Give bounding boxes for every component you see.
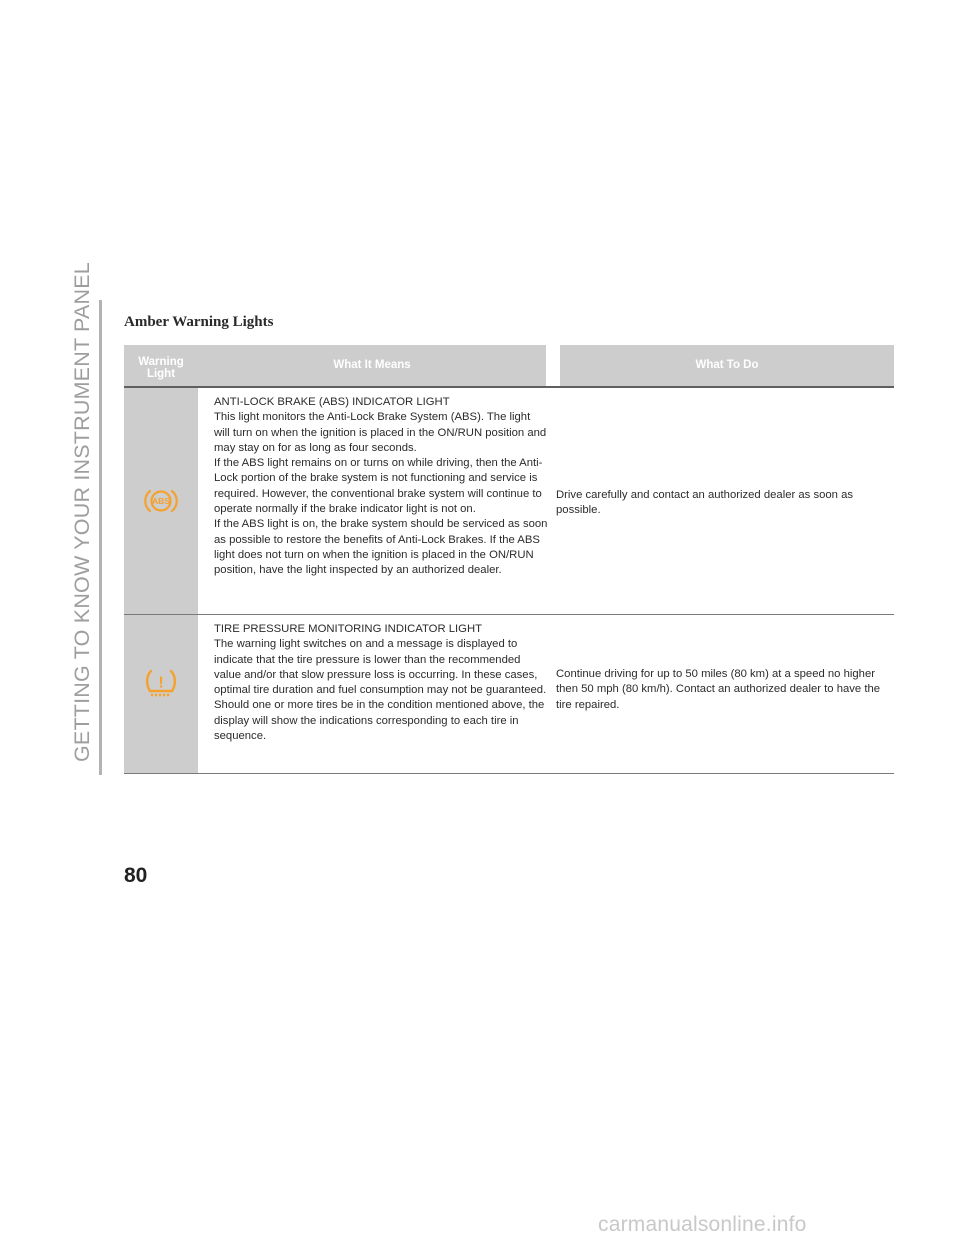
means-paragraph: If the ABS light remains on or turns on while driving, then the Anti-Lock portion of the brake system is not functioning and service is required. However, the conventional brake system will continue to operate normally if the brake indicator light is not on. (214, 457, 543, 516)
table-row (124, 615, 894, 774)
abs-warning-icon (144, 488, 178, 514)
header-what-to-do: What To Do (546, 345, 894, 386)
what-it-means-cell (214, 395, 549, 579)
means-heading: TIRE PRESSURE MONITORING INDICATOR LIGHT (214, 623, 483, 635)
warning-lights-table (124, 345, 894, 774)
header-warning-light: Warning Light (124, 345, 198, 386)
header-what-it-means: What It Means (198, 345, 546, 386)
page-number: 80 (124, 864, 148, 887)
means-paragraph: The warning light switches on and a message is displayed to indicate that the tire pressure is lower than the recommended value and/or that slow pressure loss is occurring. In these cases, optimal tire duration and fuel consumption may not be guaranteed. (214, 638, 547, 697)
means-paragraph: If the ABS light is on, the brake system should be serviced as soon as possible to restore the benefits of Anti-Lock Brakes. If the ABS light does not turn on when the ignition is placed in the ON/RUN position, have the light inspected by an authorized dealer. (214, 518, 548, 577)
table-row (124, 388, 894, 615)
means-heading: ANTI-LOCK BRAKE (ABS) INDICATOR LIGHT (214, 396, 450, 408)
tire-icon-text: ! (158, 674, 164, 692)
warning-light-cell (124, 388, 198, 614)
sidebar-rule (99, 300, 102, 775)
what-to-do-cell: Continue driving for up to 50 miles (80 km) at a speed no higher then 50 mph (80 km/h). Contact an authorized dealer to have the tire repaired. (556, 668, 881, 711)
sidebar-chapter-title: GETTING TO KNOW YOUR INSTRUMENT PANEL (70, 262, 94, 762)
watermark: carmanualsonline.info (598, 1213, 807, 1236)
means-paragraph: This light monitors the Anti-Lock Brake System (ABS). The light will turn on when the ignition is placed in the ON/RUN position and may stay on for as long as four seconds. (214, 411, 547, 454)
what-to-do-cell: Drive carefully and contact an authorized dealer as soon as possible. (556, 489, 854, 517)
table-header (124, 345, 894, 388)
abs-icon-text: ABS (152, 496, 170, 507)
means-paragraph: Should one or more tires be in the condition mentioned above, the display will show the indications corresponding to each tire in sequence. (214, 699, 545, 743)
what-it-means-cell (214, 622, 549, 744)
warning-light-cell (124, 615, 198, 773)
tire-pressure-warning-icon (144, 669, 178, 699)
section-title: Amber Warning Lights (124, 314, 274, 330)
